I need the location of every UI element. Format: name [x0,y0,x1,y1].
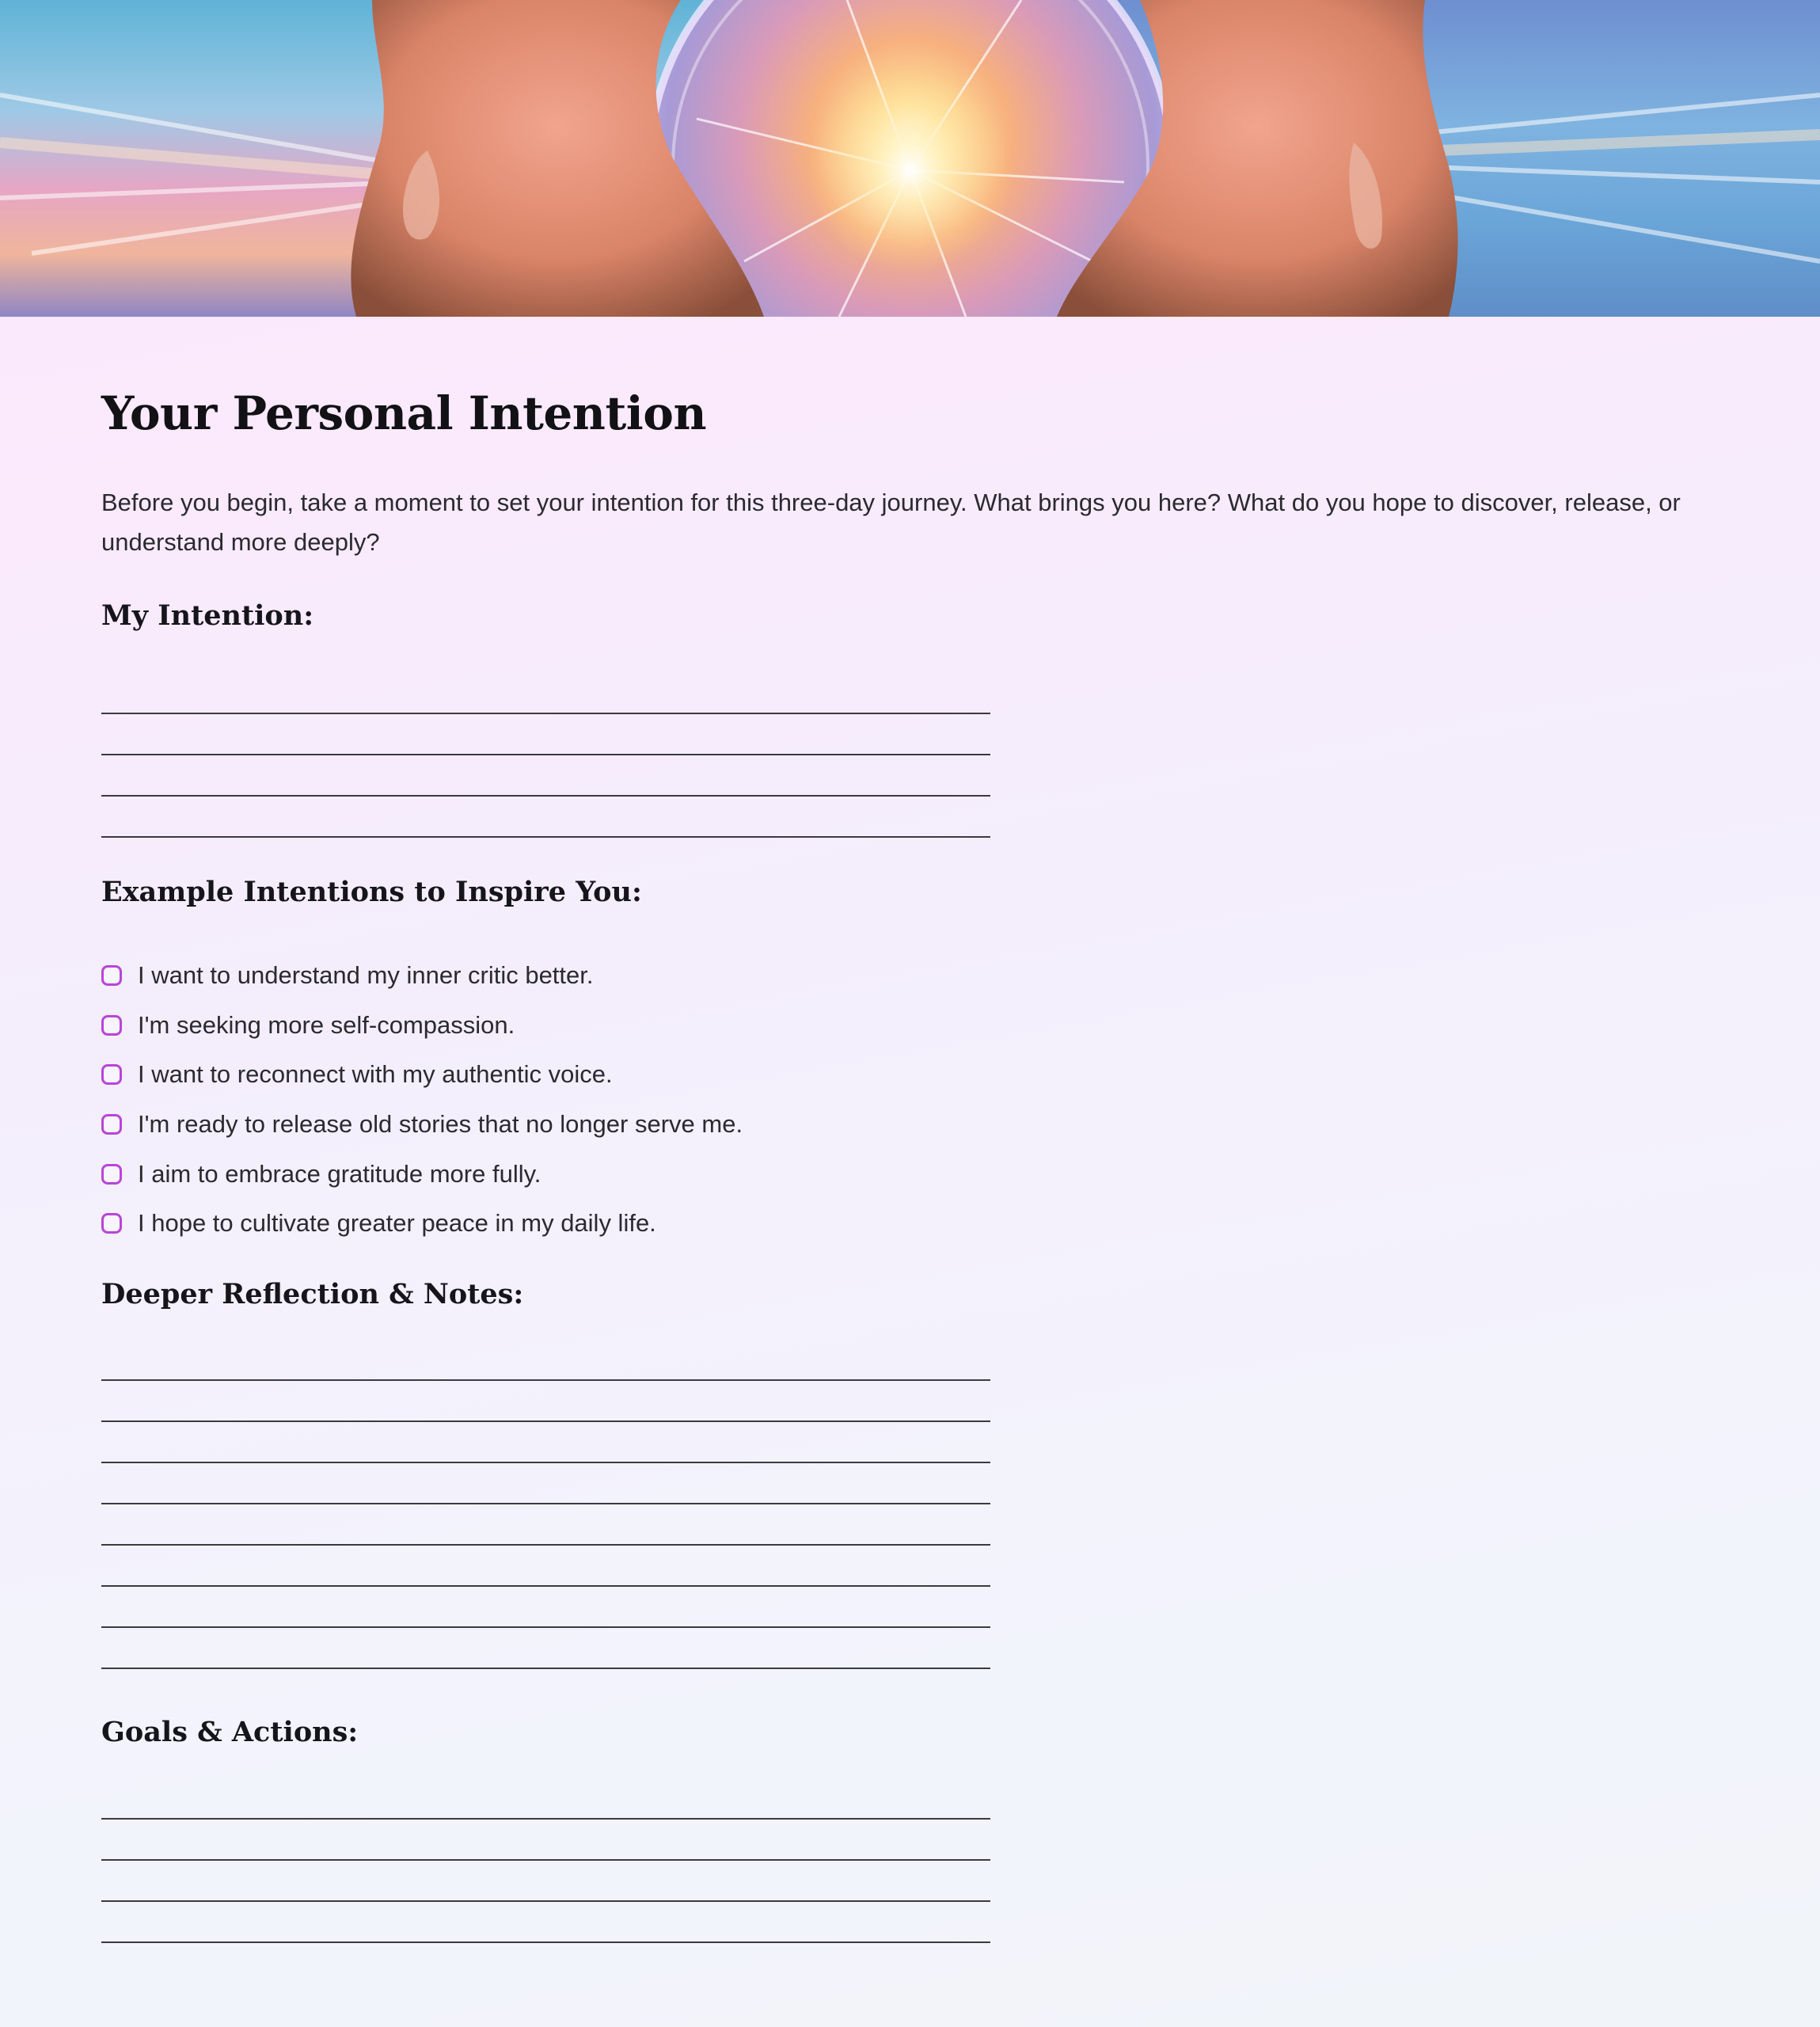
checkbox[interactable] [101,1114,122,1135]
example-text: I hope to cultivate greater peace in my daily life. [138,1209,656,1238]
write-line[interactable] [101,1628,990,1669]
write-line[interactable] [101,1778,990,1820]
example-text: I want to reconnect with my authentic voice. [138,1060,613,1089]
checkbox[interactable] [101,1064,122,1085]
goals-lines[interactable] [101,1778,990,1943]
example-item [101,1050,743,1100]
page-title: Your Personal Intention [101,386,707,440]
reflection-lines[interactable] [101,1340,990,1669]
example-intentions-list [101,951,743,1249]
write-line[interactable] [101,714,990,755]
write-line[interactable] [101,797,990,838]
example-item [101,1149,743,1199]
goals-heading: Goals & Actions: [101,1716,359,1748]
write-line[interactable] [101,1422,990,1463]
example-text: I want to understand my inner critic better. [138,961,594,990]
write-line[interactable] [101,1381,990,1422]
examples-heading: Example Intentions to Inspire You: [101,876,642,908]
write-line[interactable] [101,1902,990,1943]
example-text: I'm ready to release old stories that no longer serve me. [138,1110,743,1139]
example-item [101,1001,743,1051]
checkbox[interactable] [101,1213,122,1234]
write-line[interactable] [101,1463,990,1504]
write-line[interactable] [101,1861,990,1902]
example-item [101,1199,743,1249]
write-line[interactable] [101,755,990,797]
write-line[interactable] [101,1340,990,1381]
my-intention-heading: My Intention: [101,599,314,632]
checkbox[interactable] [101,965,122,986]
hero-banner [0,0,1820,317]
reflection-heading: Deeper Reflection & Notes: [101,1278,524,1310]
hands-orb-illustration [0,0,1820,317]
write-line[interactable] [101,1820,990,1861]
example-text: I aim to embrace gratitude more fully. [138,1159,541,1188]
example-text: I'm seeking more self-compassion. [138,1010,515,1039]
write-line[interactable] [101,1546,990,1587]
intro-paragraph: Before you begin, take a moment to set your intention for this three-day journey. What brings you here? What do you hope to discover, release, or understand more deeply? [101,489,1681,556]
example-item [101,1100,743,1150]
write-line[interactable] [101,1587,990,1628]
write-line[interactable] [101,1504,990,1546]
checkbox[interactable] [101,1164,122,1185]
checkbox[interactable] [101,1015,122,1036]
write-line[interactable] [101,673,990,714]
example-item [101,951,743,1001]
my-intention-lines[interactable] [101,673,990,838]
